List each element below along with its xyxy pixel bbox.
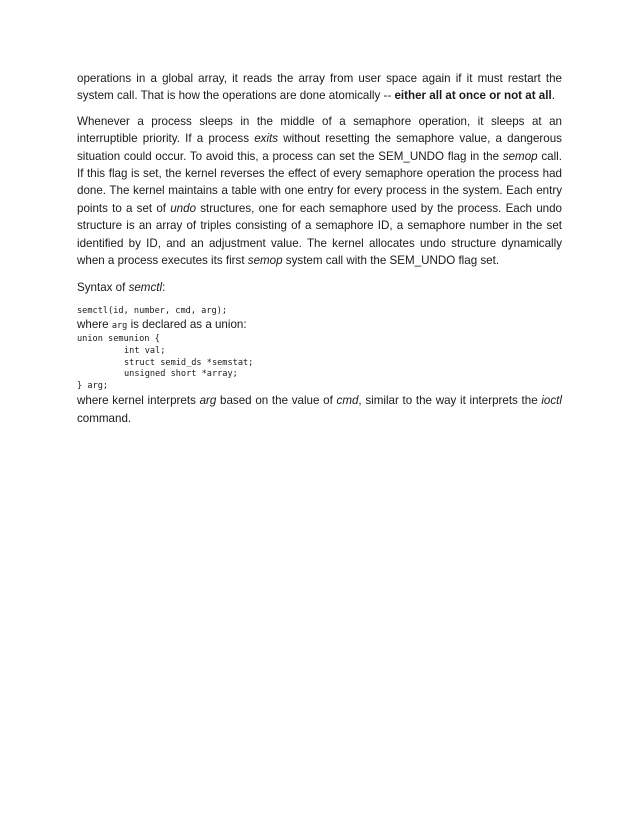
paragraph-text: structures, one for each semaphore used by the process. Each undo structure is an array of triples consisting of a semaphore ID, a semaphore number in the set identified by ID, and an adjustment value. The kernel allocates undo structure dynamically when a process executes its first [77, 201, 562, 268]
paragraph-text: call. If this flag is set, the kernel reverses the effect of every semaphore operation the process had done. The kernel maintains a table with one entry for every process in the system. Each entry points to a set of [77, 149, 562, 215]
paragraph-text: command. [77, 411, 132, 425]
italic-term: exits [254, 132, 279, 146]
paragraph-text: based on the value of [216, 394, 337, 408]
inline-code-arg: arg [111, 321, 128, 332]
syntax-colon: : [162, 281, 166, 295]
italic-term: cmd [336, 394, 359, 408]
code-union-field: int val; [124, 346, 166, 357]
document-page [77, 70, 562, 427]
italic-term: semop [502, 149, 538, 163]
paragraph-text: where kernel interprets [77, 394, 200, 408]
paragraph-text: , similar to the way it interprets the [358, 394, 542, 408]
code-union-field: struct semid_ds *semstat; [124, 357, 254, 368]
italic-term: ioctl [541, 394, 562, 408]
where-text: is declared as a union: [127, 318, 247, 332]
paragraph-text: Whenever a process sleeps in the middle of a semaphore operation, it sleeps at an interruptible priority. If a process [77, 114, 562, 146]
code-union-field: unsigned short *array; [124, 369, 238, 380]
italic-term: semop [247, 254, 283, 268]
syntax-label: Syntax of [77, 281, 129, 295]
italic-term: arg [199, 394, 217, 408]
paragraph-text: system call with the SEM_UNDO flag set. [282, 254, 500, 268]
code-union-close: } arg; [77, 380, 109, 391]
paragraph-text: without resetting the semaphore value, a dangerous situation could occur. To avoid this, a process can set the SEM_UNDO flag in the [77, 132, 562, 163]
bold-emphasis: either all at once or not at all [394, 89, 552, 103]
paragraph-atomic-operations [77, 70, 562, 105]
where-declaration-line [77, 317, 562, 334]
paragraph-arg-interpretation [77, 392, 562, 427]
syntax-heading [77, 279, 562, 296]
code-call-line: semctl(id, number, cmd, arg); [77, 305, 228, 316]
paragraph-text: operations in a global array, it reads the array from user space again if it must restart the system call. That is how the operations are done atomically -- [77, 72, 562, 103]
syntax-function-name: semctl [128, 281, 163, 295]
italic-term: undo [170, 201, 197, 215]
paragraph-text: . [551, 89, 555, 103]
code-union-open: union semunion { [77, 334, 160, 345]
paragraph-sem-undo [77, 113, 562, 270]
where-text: where [77, 318, 112, 332]
